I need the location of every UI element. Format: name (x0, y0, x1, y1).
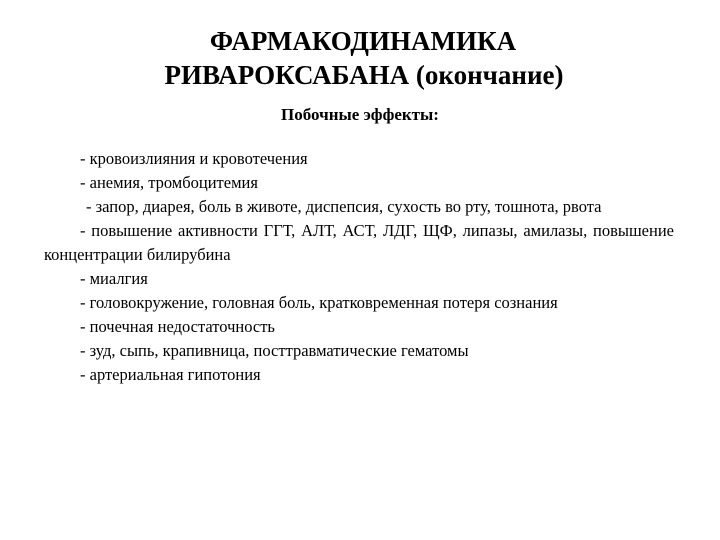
side-effects-list (44, 147, 674, 387)
side-effect-item: - миалгия (80, 269, 148, 288)
side-effect-item: - анемия, тромбоцитемия (80, 173, 258, 192)
title-line-2: РИВАРОКСАБАНА (окончание) (164, 60, 564, 90)
side-effect-item: - повышение активности ГГТ, АЛТ, АСТ, ЛДГ, ЩФ, липазы, амилазы, повышение концентрации билирубина (44, 221, 674, 264)
side-effect-item: - запор, диарея, боль в животе, диспепсия, сухость во рту, тошнота, рвота (86, 197, 602, 216)
side-effect-item: - зуд, сыпь, крапивница, посттравматические гематомы (80, 341, 469, 360)
title-line-1: ФАРМАКОДИНАМИКА (209, 26, 517, 56)
side-effect-item: - артериальная гипотония (80, 365, 261, 384)
side-effect-item: - головокружение, головная боль, кратковременная потеря сознания (80, 293, 558, 312)
side-effect-item: - почечная недостаточность (80, 317, 275, 336)
side-effect-item: - кровоизлияния и кровотечения (80, 149, 308, 168)
slide-title (0, 24, 720, 92)
side-effects-heading: Побочные эффекты: (281, 105, 439, 124)
